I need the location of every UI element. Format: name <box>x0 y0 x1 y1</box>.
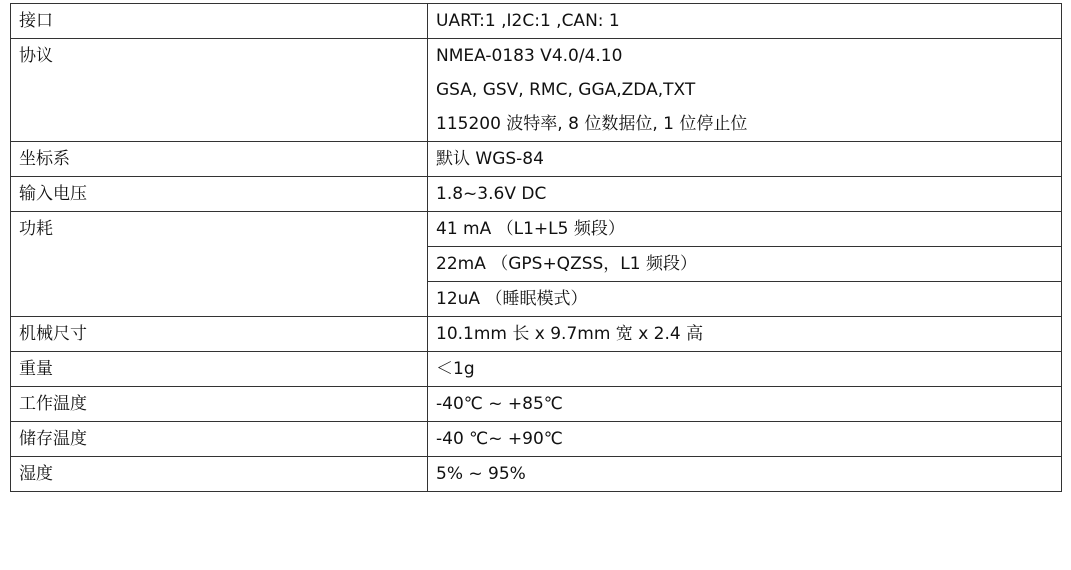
spec-row <box>11 39 1062 142</box>
spec-value-cell <box>428 422 1062 457</box>
spec-value: 10.1mm 长 x 9.7mm 宽 x 2.4 高 <box>436 324 704 344</box>
spec-value: ＜1g <box>436 359 475 379</box>
spec-value: -40 ℃~ +90℃ <box>436 429 563 449</box>
spec-label: 输入电压 <box>19 184 87 204</box>
spec-row <box>11 142 1062 177</box>
spec-row <box>11 212 1062 317</box>
spec-value: -40℃ ~ +85℃ <box>436 394 563 414</box>
spec-value: 41 mA （L1+L5 频段） <box>436 219 625 239</box>
spec-value-cell <box>428 142 1062 177</box>
spec-label: 功耗 <box>19 219 53 239</box>
spec-label-cell <box>11 352 428 387</box>
spec-value: GSA, GSV, RMC, GGA,ZDA,TXT <box>436 80 696 100</box>
spec-label-cell <box>11 457 428 492</box>
spec-value-cell <box>428 4 1062 39</box>
spec-label-cell <box>11 142 428 177</box>
spec-label: 湿度 <box>19 464 53 484</box>
spec-row <box>11 317 1062 352</box>
spec-row <box>11 352 1062 387</box>
spec-label-cell <box>11 212 428 317</box>
spec-value: 5% ~ 95% <box>436 464 526 484</box>
spec-row <box>11 457 1062 492</box>
spec-value: 默认 WGS-84 <box>436 149 544 169</box>
spec-value: 1.8~3.6V DC <box>436 184 547 204</box>
spec-label: 机械尺寸 <box>19 324 87 344</box>
spec-value: UART:1 ,I2C:1 ,CAN: 1 <box>436 11 620 31</box>
spec-label: 重量 <box>19 359 53 379</box>
spec-row <box>11 422 1062 457</box>
spec-label-cell <box>11 39 428 142</box>
spec-label: 坐标系 <box>19 149 70 169</box>
spec-row <box>11 4 1062 39</box>
spec-label: 储存温度 <box>19 429 87 449</box>
spec-label-cell <box>11 422 428 457</box>
spec-value: 22mA （GPS+QZSS，L1 频段） <box>428 246 1061 281</box>
spec-value-cell <box>428 177 1062 212</box>
spec-label-cell <box>11 4 428 39</box>
spec-label: 接口 <box>19 11 53 31</box>
spec-label: 工作温度 <box>19 394 87 414</box>
spec-table <box>10 3 1062 492</box>
spec-value: 115200 波特率, 8 位数据位, 1 位停止位 <box>436 114 748 134</box>
spec-label-cell <box>11 177 428 212</box>
spec-row <box>11 387 1062 422</box>
spec-value-cell <box>428 39 1062 142</box>
spec-label: 协议 <box>19 46 53 66</box>
spec-label-cell <box>11 387 428 422</box>
spec-label-cell <box>11 317 428 352</box>
spec-value-cell <box>428 387 1062 422</box>
spec-value-cell <box>428 457 1062 492</box>
spec-table-body <box>11 4 1062 492</box>
spec-value-cell <box>428 317 1062 352</box>
spec-value-cell <box>428 212 1062 317</box>
spec-row <box>11 177 1062 212</box>
spec-value-cell <box>428 352 1062 387</box>
spec-value: NMEA-0183 V4.0/4.10 <box>436 46 623 66</box>
spec-value: 12uA （睡眠模式） <box>428 281 1061 316</box>
